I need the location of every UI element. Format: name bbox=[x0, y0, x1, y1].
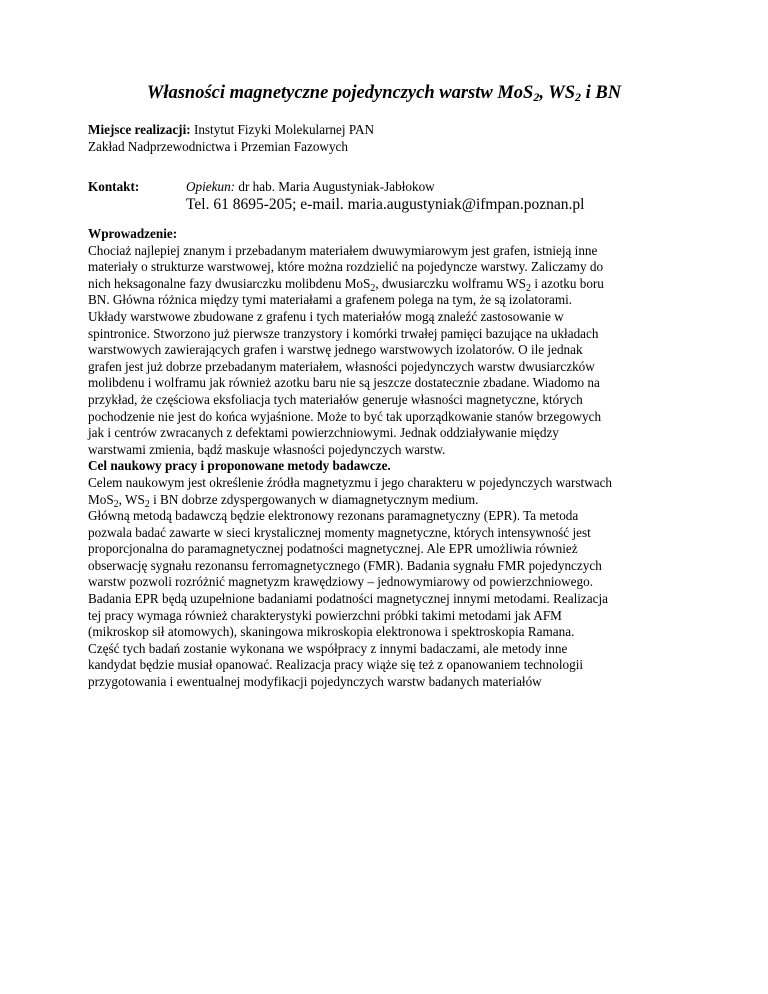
intro-line: BN. Główna różnica między tymi materiałami a grafenem polega na tym, że są izolatorami. bbox=[88, 292, 573, 308]
intro-text: nich heksagonalne fazy dwusiarczku molibdenu MoS bbox=[88, 275, 371, 291]
place-value: Instytut Fizyki Molekularnej PAN bbox=[190, 122, 375, 137]
goal-line: (mikroskop sił atomowych), skaningowa mikroskopia elektronowa i spektroskopia Ramana. bbox=[88, 624, 575, 640]
goal-heading: Cel naukowy pracy i proponowane metody badawcze. bbox=[88, 458, 391, 474]
goal-line: pozwala badać zawarte w sieci krystalicznej momenty magnetyczne, których intensywność jest bbox=[88, 524, 591, 540]
supervisor-value: dr hab. Maria Augustyniak-Jabłokow bbox=[235, 179, 435, 194]
goal-line: Badania EPR będą uzupełnione badaniami podatności magnetycznej innymi metodami. Realizacja bbox=[88, 591, 609, 607]
intro-line: pochodzenie nie jest do końca wyjaśnione. Może to być tak uporządkowanie stanów brzegowych bbox=[88, 408, 602, 424]
intro-line: warstwami zmienia, bądź maskuje własności pojedynczych warstw. bbox=[88, 441, 446, 457]
goal-line: Celem naukowym jest określenie źródła magnetyzmu i jego charakteru w pojedynczych warstwach bbox=[88, 474, 613, 490]
intro-line: Chociaż najlepiej znanym i przebadanym materiałem dwuwymiarowym jest grafen, istnieją inne bbox=[88, 242, 598, 258]
subscript: 2 bbox=[113, 498, 119, 510]
goal-line: obserwację sygnału rezonansu ferromagnetycznego (FMR). Badania sygnału FMR pojedynczych bbox=[88, 557, 602, 573]
goal-line: Część tych badań zostanie wykonana we współpracy z innymi badaczami, ale metody inne bbox=[88, 640, 568, 656]
supervisor-line bbox=[186, 179, 584, 195]
document-title bbox=[0, 82, 768, 108]
subscript: 2 bbox=[370, 282, 376, 294]
title-subscript: 2 bbox=[575, 90, 582, 104]
goal-line: warstw pozwoli rozróżnić magnetyzm krawędziowy – jednowymiarowy od powierzchniowego. bbox=[88, 574, 594, 590]
place-line-2: Zakład Nadprzewodnictwa i Przemian Fazowych bbox=[88, 138, 348, 154]
intro-line: grafen jest już dobrze przebadanym materiałem, własności pojedynczych warstw dwusiarczków bbox=[88, 358, 595, 374]
intro-line: przykład, że częściowa eksfoliacja tych materiałów generuje własności magnetyczne, których bbox=[88, 391, 583, 407]
subscript: 2 bbox=[526, 282, 532, 294]
place-line bbox=[88, 122, 374, 139]
place-label: Miejsce realizacji: bbox=[88, 122, 191, 137]
intro-line: jak i centrów zwracanych z defektami powierzchniowymi. Jednak oddziaływanie między bbox=[88, 425, 559, 441]
goal-line: Główną metodą badawczą będzie elektronowy rezonans paramagnetyczny (EPR). Ta metoda bbox=[88, 508, 579, 524]
goal-line: kandydat będzie musiał opanować. Realizacja pracy wiąże się też z opanowaniem technologii bbox=[88, 657, 584, 673]
body-text bbox=[88, 226, 698, 691]
intro-line: materiały o strukturze warstwowej, które można rozdzielić na pojedyncze warstwy. Zaliczamy do bbox=[88, 259, 604, 275]
title-subscript: 2 bbox=[533, 90, 540, 104]
intro-text: , dwusiarczku wolframu WS bbox=[375, 275, 527, 291]
goal-text: i BN dobrze zdyspergowanych w diamagnetycznym medium. bbox=[149, 491, 479, 507]
intro-line: spintronice. Stworzono już pierwsze tranzystory i komórki trwałej pamięci bazujące na układach bbox=[88, 325, 599, 341]
supervisor-label: Opiekun: bbox=[186, 179, 236, 194]
phone-email-line: Tel. 61 8695-205; e-mail. maria.augustyniak@ifmpan.poznan.pl bbox=[186, 196, 585, 213]
goal-line: przygotowania i ewentualnej modyfikacji pojedynczych warstw badanych materiałów bbox=[88, 674, 542, 690]
goal-line: tej pracy wymaga również charakterystyki powierzchni próbki takimi metodami jak AFM bbox=[88, 607, 562, 623]
subscript: 2 bbox=[144, 498, 150, 510]
contact-label: Kontakt: bbox=[88, 179, 140, 194]
goal-text: MoS bbox=[88, 491, 114, 507]
intro-heading: Wprowadzenie: bbox=[88, 226, 178, 241]
goal-text: , WS bbox=[118, 491, 145, 507]
intro-line: Układy warstwowe zbudowane z grafenu i tych materiałów mogą znaleźć zastosowanie w bbox=[88, 308, 564, 324]
title-text: , WS bbox=[539, 83, 576, 103]
title-text: i BN bbox=[581, 83, 622, 103]
intro-line bbox=[88, 276, 698, 293]
intro-text: i azotku boru bbox=[531, 275, 604, 291]
title-text: Własności magnetyczne pojedynczych warstw MoS bbox=[146, 83, 534, 103]
goal-line: proporcjonalna do paramagnetycznej podatności magnetycznej. Ale EPR umożliwia również bbox=[88, 541, 578, 557]
intro-line: molibdenu i wolframu jak również azotku baru nie są jeszcze dostatecznie zbadane. Wiadomo na bbox=[88, 375, 600, 391]
contact-section bbox=[186, 179, 584, 215]
place-section bbox=[88, 122, 374, 155]
goal-line bbox=[88, 492, 698, 509]
intro-line: warstwowych zawierających grafen i warstwę jednego warstwowych izolatorów. O ile jednak bbox=[88, 342, 583, 358]
